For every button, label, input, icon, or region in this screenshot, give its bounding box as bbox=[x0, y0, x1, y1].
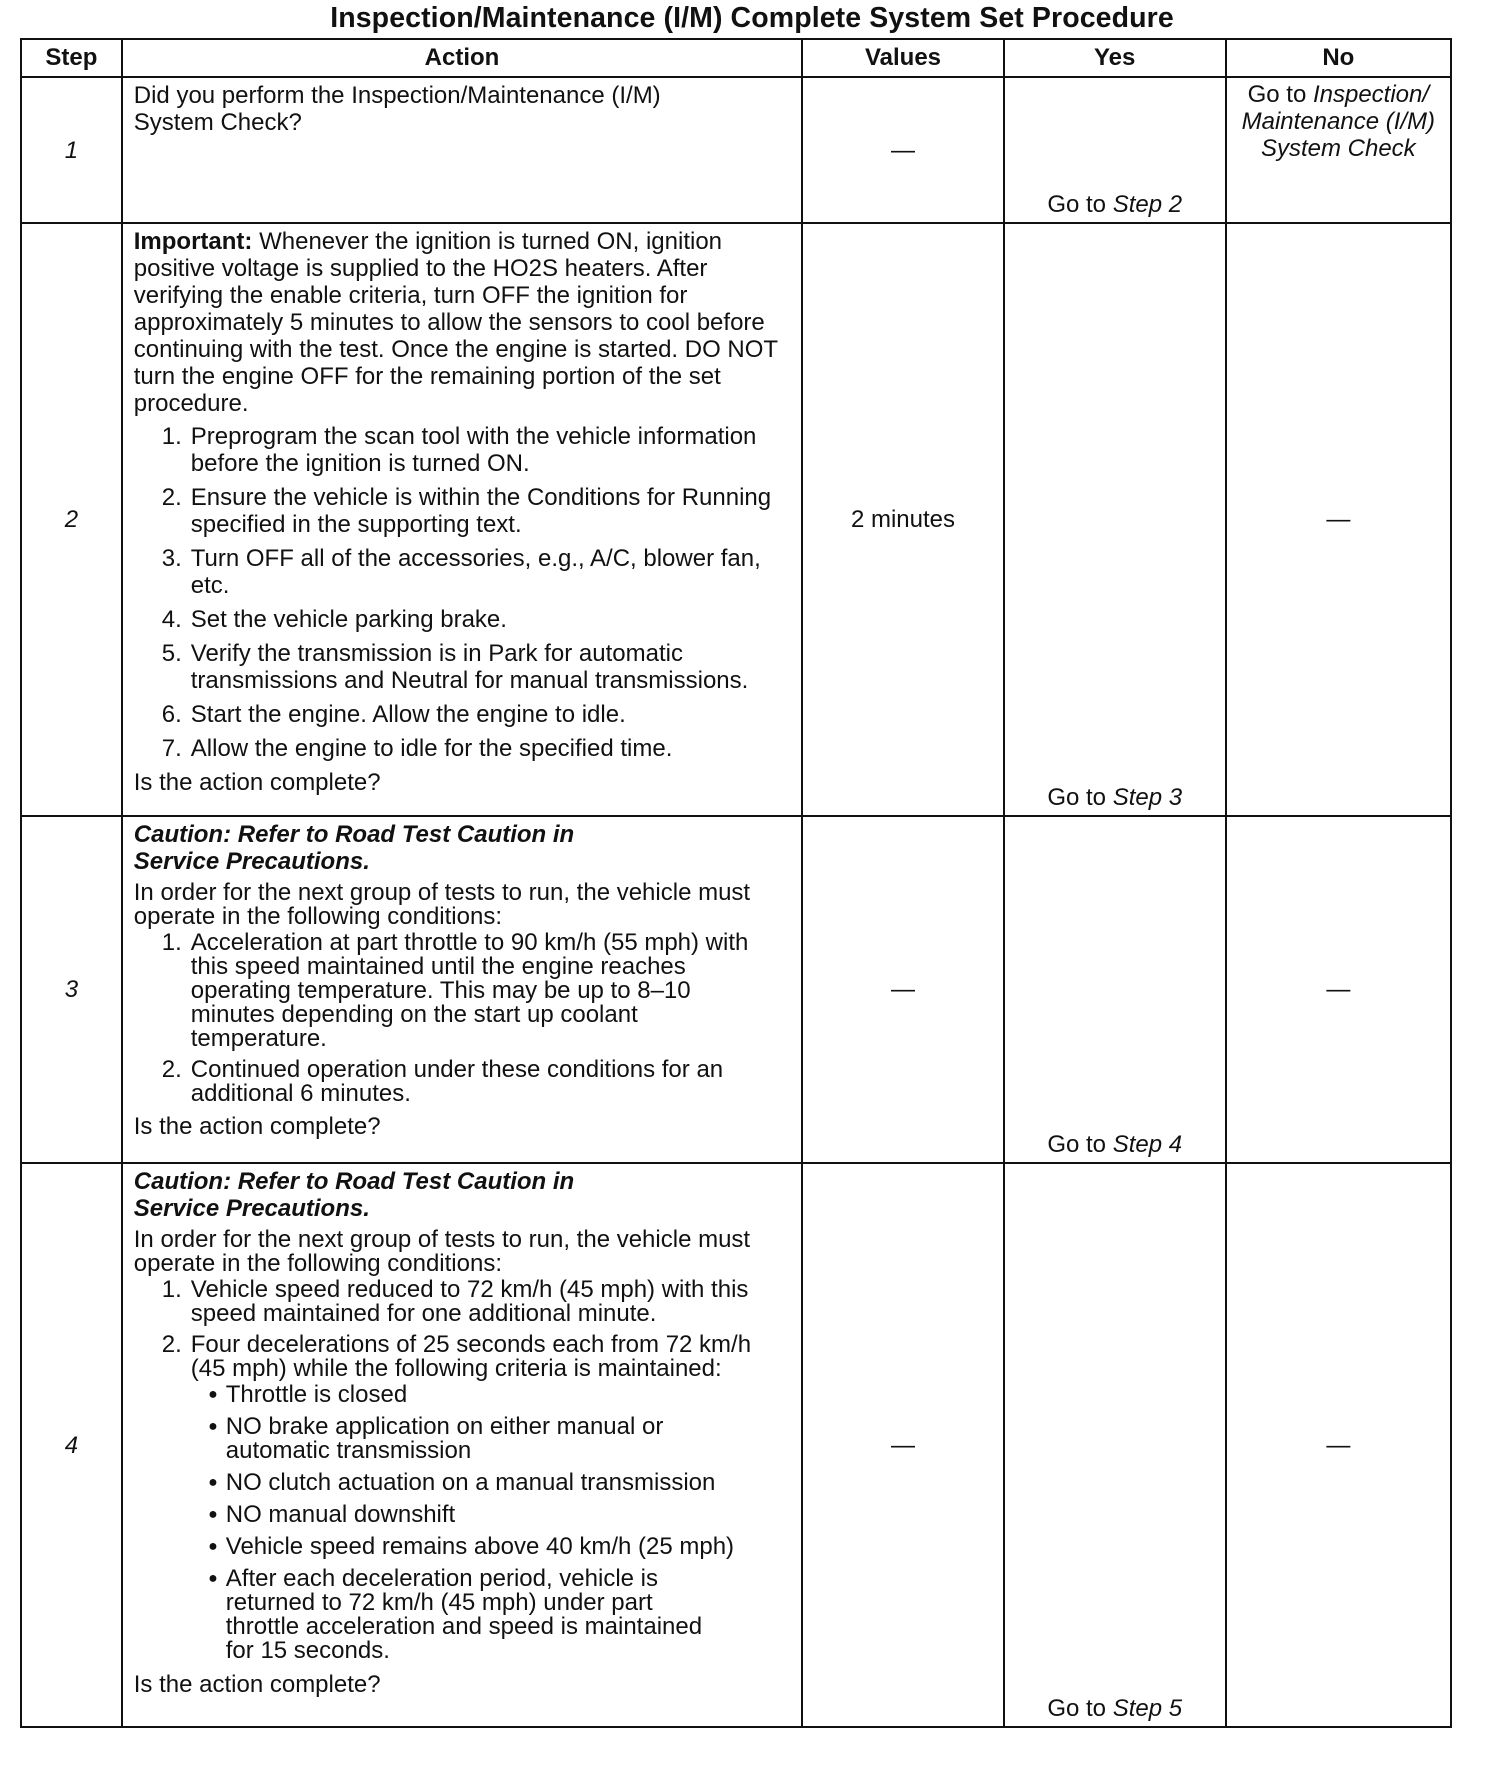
intro-text: In order for the next group of tests to run, the vehicle must operate in the following conditions: bbox=[133, 879, 751, 930]
header-yes: Yes bbox=[1004, 39, 1226, 77]
yes-step-link[interactable]: Step 4 bbox=[1112, 1131, 1183, 1158]
list-item: ● After each deceleration period, vehicle is returned to 72 km/h (45 mph) under part throttle acceleration and speed is maintained for 15 seconds. bbox=[208, 1565, 703, 1664]
list-item: 5. Verify the transmission is in Park for automatic transmissions and Neutral for manual transmissions. bbox=[161, 640, 749, 694]
list-item: 1. Acceleration at part throttle to 90 km/h (55 mph) with this speed maintained until the engine reaches operating temperature. This may be up to 8–10 minutes depending on the start up coolant temperature. bbox=[161, 929, 749, 1052]
values-cell: — bbox=[802, 1163, 1004, 1727]
question-text: Is the action complete? bbox=[133, 1671, 381, 1698]
list-item: 1. Preprogram the scan tool with the vehicle information before the ignition is turned ON. bbox=[161, 423, 757, 477]
step-number: 1 bbox=[21, 77, 122, 223]
action-text: Did you perform the Inspection/Maintenance (I/M) System Check? bbox=[133, 82, 661, 136]
list-item: 6. Start the engine. Allow the engine to idle. bbox=[161, 701, 626, 728]
header-step: Step bbox=[21, 39, 122, 77]
no-cell: — bbox=[1226, 223, 1451, 816]
no-cell bbox=[1226, 77, 1451, 223]
no-cell: — bbox=[1226, 1163, 1451, 1727]
yes-cell bbox=[1004, 77, 1226, 223]
values-cell: — bbox=[802, 77, 1004, 223]
procedure-table bbox=[20, 38, 1452, 1728]
action-cell bbox=[122, 77, 802, 223]
list-item: 2. Four decelerations of 25 seconds each from 72 km/h (45 mph) while the following criteria is maintained: bbox=[161, 1331, 752, 1382]
list-item: 1. Vehicle speed reduced to 72 km/h (45 mph) with this speed maintained for one additional minute. bbox=[161, 1276, 749, 1327]
action-cell bbox=[122, 816, 802, 1163]
step-number: 3 bbox=[21, 816, 122, 1163]
important-label: Important: bbox=[133, 228, 253, 255]
no-cell: — bbox=[1226, 816, 1451, 1163]
yes-cell bbox=[1004, 816, 1226, 1163]
question-text: Is the action complete? bbox=[133, 1113, 381, 1140]
caution-note: Caution: Refer to Road Test Caution in Service Precautions. bbox=[133, 1168, 575, 1222]
yes-cell bbox=[1004, 223, 1226, 816]
caution-note: Caution: Refer to Road Test Caution in Service Precautions. bbox=[133, 821, 575, 875]
list-item: 2. Ensure the vehicle is within the Conditions for Running specified in the supporting text. bbox=[161, 484, 772, 538]
list-item: ● Vehicle speed remains above 40 km/h (25 mph) bbox=[208, 1533, 735, 1560]
list-item: 3. Turn OFF all of the accessories, e.g., A/C, blower fan, etc. bbox=[161, 545, 761, 599]
header-no: No bbox=[1226, 39, 1451, 77]
list-item: ● NO brake application on either manual or automatic transmission bbox=[208, 1413, 664, 1464]
table-row bbox=[21, 816, 1451, 1163]
list-item: ● NO clutch actuation on a manual transmission bbox=[208, 1469, 716, 1496]
question-text: Is the action complete? bbox=[133, 769, 381, 796]
header-row bbox=[21, 39, 1451, 77]
yes-goto: Go to Step 4 bbox=[1047, 1131, 1183, 1158]
table-row bbox=[21, 1163, 1451, 1727]
list-item: 2. Continued operation under these conditions for an additional 6 minutes. bbox=[161, 1056, 724, 1107]
yes-goto: Go to Step 3 bbox=[1047, 784, 1183, 811]
header-action: Action bbox=[122, 39, 802, 77]
yes-goto: Go to Step 2 bbox=[1047, 191, 1183, 218]
values-cell: — bbox=[802, 816, 1004, 1163]
yes-step-link[interactable]: Step 5 bbox=[1112, 1695, 1183, 1722]
step-list bbox=[134, 931, 791, 1106]
no-link[interactable]: Inspection/ Maintenance (I/M) System Check bbox=[1241, 81, 1436, 162]
action-cell bbox=[122, 1163, 802, 1727]
yes-cell bbox=[1004, 1163, 1226, 1727]
step-list bbox=[134, 1278, 791, 1381]
step-list bbox=[134, 423, 791, 762]
yes-goto: Go to Step 5 bbox=[1047, 1695, 1183, 1722]
no-goto: Go to Inspection/ Maintenance (I/M) System Check bbox=[1241, 81, 1436, 162]
intro-text: In order for the next group of tests to run, the vehicle must operate in the following conditions: bbox=[133, 1226, 751, 1277]
action-cell bbox=[122, 223, 802, 816]
values-cell: 2 minutes bbox=[802, 223, 1004, 816]
list-item: ● NO manual downshift bbox=[208, 1501, 456, 1528]
table-row bbox=[21, 77, 1451, 223]
table-row bbox=[21, 223, 1451, 816]
important-note bbox=[134, 228, 791, 417]
list-item: 7. Allow the engine to idle for the specified time. bbox=[161, 735, 673, 762]
list-item: ● Throttle is closed bbox=[208, 1381, 408, 1408]
step-number: 4 bbox=[21, 1163, 122, 1727]
list-item: 4. Set the vehicle parking brake. bbox=[161, 606, 507, 633]
document-title: Inspection/Maintenance (I/M) Complete System Set Procedure bbox=[330, 2, 1174, 34]
important-text: Whenever the ignition is turned ON, ignition positive voltage is supplied to the HO2S heaters. After verifying the enable criteria, turn OFF the ignition for approximately 5 minutes to allow the sensors to cool before continuing with the test. Once the engine is started. DO NOT turn the engine OFF for the remaining portion of the set procedure. bbox=[133, 228, 778, 417]
step-number: 2 bbox=[21, 223, 122, 816]
yes-step-link[interactable]: Step 3 bbox=[1112, 784, 1183, 811]
yes-step-link[interactable]: Step 2 bbox=[1112, 191, 1183, 218]
criteria-list bbox=[134, 1383, 791, 1663]
header-values: Values bbox=[802, 39, 1004, 77]
